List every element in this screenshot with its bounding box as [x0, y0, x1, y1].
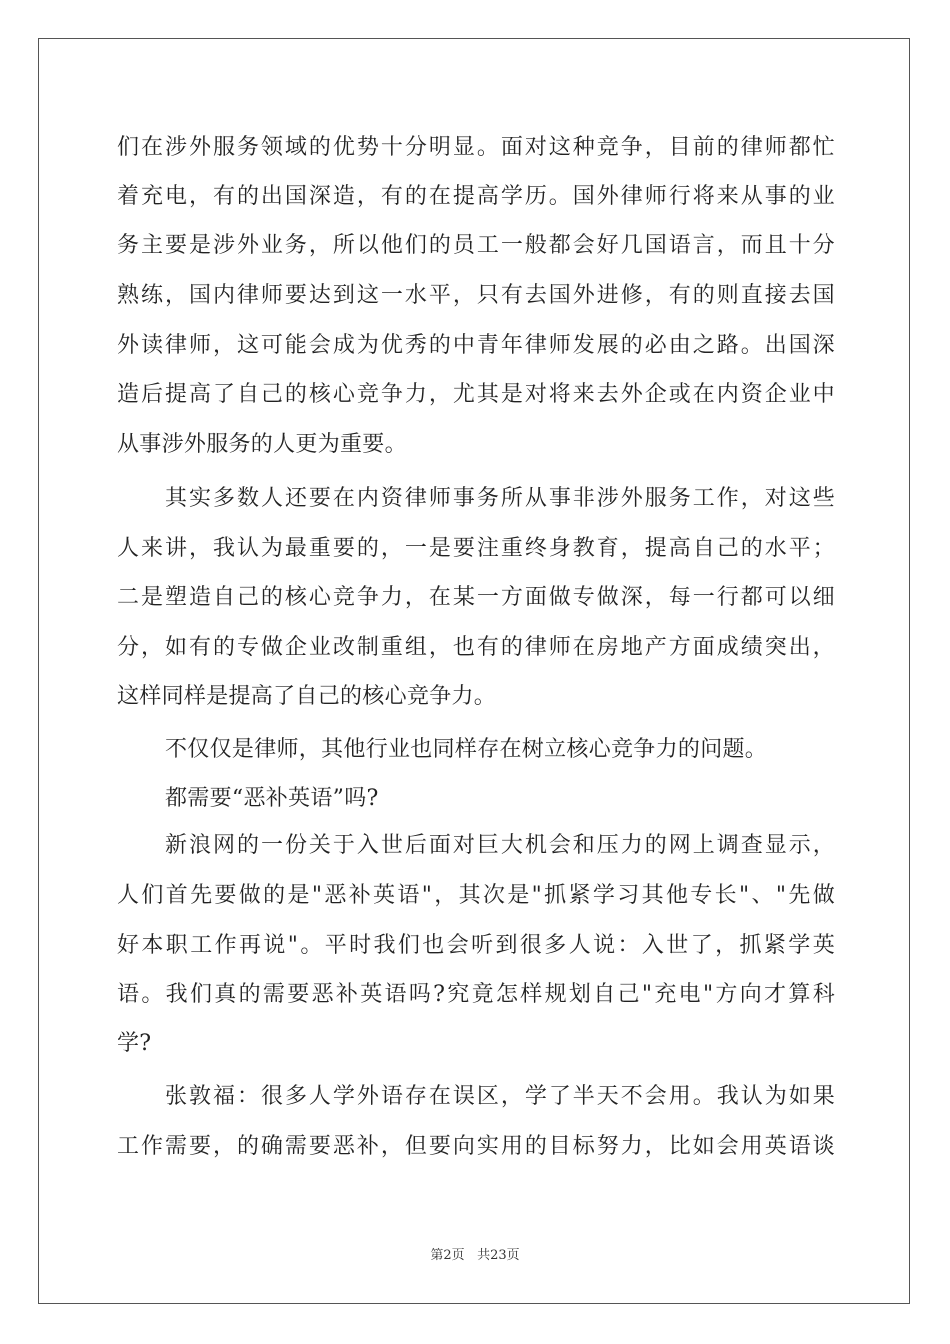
text-line: 人来讲，我认为最重要的，一是要注重终身教育，提高自己的水平； [117, 536, 835, 561]
page-border [38, 38, 910, 1304]
text-line: 着充电，有的出国深造，有的在提高学历。国外律师行将来从事的业 [117, 184, 835, 209]
text-line: 分，如有的专做企业改制重组，也有的律师在房地产方面成绩突出， [117, 635, 835, 660]
paragraph-start: 张敦福：很多人学外语存在误区，学了半天不会用。我认为如果 [165, 1084, 835, 1109]
text-line: 人们首先要做的是"恶补英语"，其次是"抓紧学习其他专长"、"先做 [117, 883, 835, 908]
section-question: 都需要“恶补英语”吗? [165, 786, 379, 811]
text-line: 外读律师，这可能会成为优秀的中青年律师发展的必由之路。出国深 [117, 333, 835, 358]
page-footer [0, 1244, 950, 1263]
text-line: 语。我们真的需要恶补英语吗?究竟怎样规划自己"充电"方向才算科 [117, 982, 835, 1007]
text-line: 们在涉外服务领域的优势十分明显。面对这种竞争，目前的律师都忙 [117, 135, 835, 160]
text-line: 熟练，国内律师要达到这一水平，只有去国外进修，有的则直接去国 [117, 283, 835, 308]
page-number: 第2页 [430, 1248, 465, 1263]
text-line: 学? [117, 1031, 152, 1056]
text-line: 好本职工作再说"。平时我们也会听到很多人说：入世了，抓紧学英 [117, 933, 835, 958]
text-line: 工作需要，的确需要恶补，但要向实用的目标努力，比如会用英语谈 [117, 1134, 835, 1159]
text-line: 务主要是涉外业务，所以他们的员工一般都会好几国语言，而且十分 [117, 233, 835, 258]
page-total: 共23页 [477, 1248, 520, 1263]
paragraph-start: 其实多数人还要在内资律师事务所从事非涉外服务工作，对这些 [165, 486, 835, 511]
paragraph-start: 新浪网的一份关于入世后面对巨大机会和压力的网上调查显示， [165, 833, 835, 858]
text-line: 造后提高了自己的核心竞争力，尤其是对将来去外企或在内资企业中 [117, 382, 835, 407]
text-line: 二是塑造自己的核心竞争力，在某一方面做专做深，每一行都可以细 [117, 585, 835, 610]
text-line: 这样同样是提高了自己的核心竞争力。 [117, 684, 497, 709]
paragraph-start: 不仅仅是律师，其他行业也同样存在树立核心竞争力的问题。 [165, 737, 768, 762]
text-line: 从事涉外服务的人更为重要。 [117, 432, 407, 457]
